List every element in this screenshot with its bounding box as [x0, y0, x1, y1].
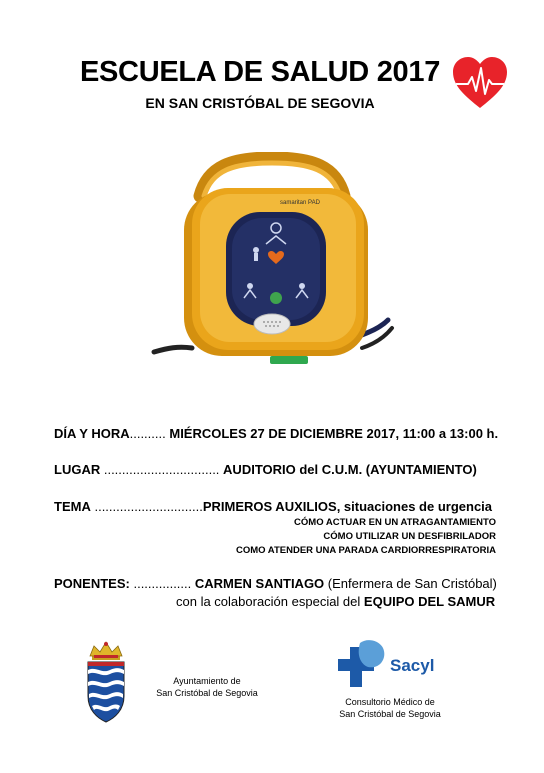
town-hall-line-2: San Cristóbal de Segovia [156, 688, 258, 698]
page-title: ESCUELA DE SALUD 2017 [79, 56, 441, 88]
collaboration-row [176, 594, 495, 609]
place-row [54, 462, 477, 477]
clinic-line-1: Consultorio Médico de [345, 697, 435, 707]
speakers-label: PONENTES: [54, 576, 130, 591]
topic-item: CÓMO ACTUAR EN UN ATRAGANTAMIENTO [294, 517, 496, 528]
town-hall-line-1: Ayuntamiento de [173, 676, 241, 686]
sacyl-logo [338, 639, 438, 695]
topic-value: PRIMEROS AUXILIOS, situaciones de urgencia [202, 499, 493, 514]
speaker-role: (Enfermera de San Cristóbal) [327, 576, 497, 591]
date-time-value: MIÉRCOLES 27 DE DICIEMBRE 2017, 11:00 a 13:00 h. [169, 426, 499, 441]
topic-item: COMO ATENDER UNA PARADA CARDIORRESPIRATORIA [235, 545, 496, 556]
topic-row [54, 499, 492, 514]
place-value: AUDITORIO del C.U.M. (AYUNTAMIENTO) [223, 462, 477, 477]
date-time-label: DÍA Y HORA [54, 426, 130, 441]
device-label: samaritan PAD [280, 200, 320, 206]
speakers-dots: ................ [133, 576, 192, 591]
date-time-row [54, 426, 498, 441]
topic-label: TEMA [54, 499, 91, 514]
heart-ecg-icon [451, 56, 509, 110]
collaboration-text: con la colaboración especial del [176, 594, 361, 609]
speakers-row [54, 576, 497, 591]
sacyl-name: Sacyl [390, 656, 435, 675]
coat-of-arms-icon [82, 640, 130, 724]
topic-dots: .............................. [94, 499, 203, 514]
defibrillator-image [148, 152, 396, 374]
place-label: LUGAR [54, 462, 101, 477]
place-dots: ................................ [103, 462, 220, 477]
collaboration-name: EQUIPO DEL SAMUR [363, 594, 496, 609]
topic-item: CÓMO UTILIZAR UN DESFIBRILADOR [323, 531, 496, 542]
clinic-line-2: San Cristóbal de Segovia [339, 709, 441, 719]
speaker-name: CARMEN SANTIAGO [194, 576, 325, 591]
date-time-dots: .......... [129, 426, 166, 441]
page-subtitle: EN SAN CRISTÓBAL DE SEGOVIA [145, 95, 375, 111]
